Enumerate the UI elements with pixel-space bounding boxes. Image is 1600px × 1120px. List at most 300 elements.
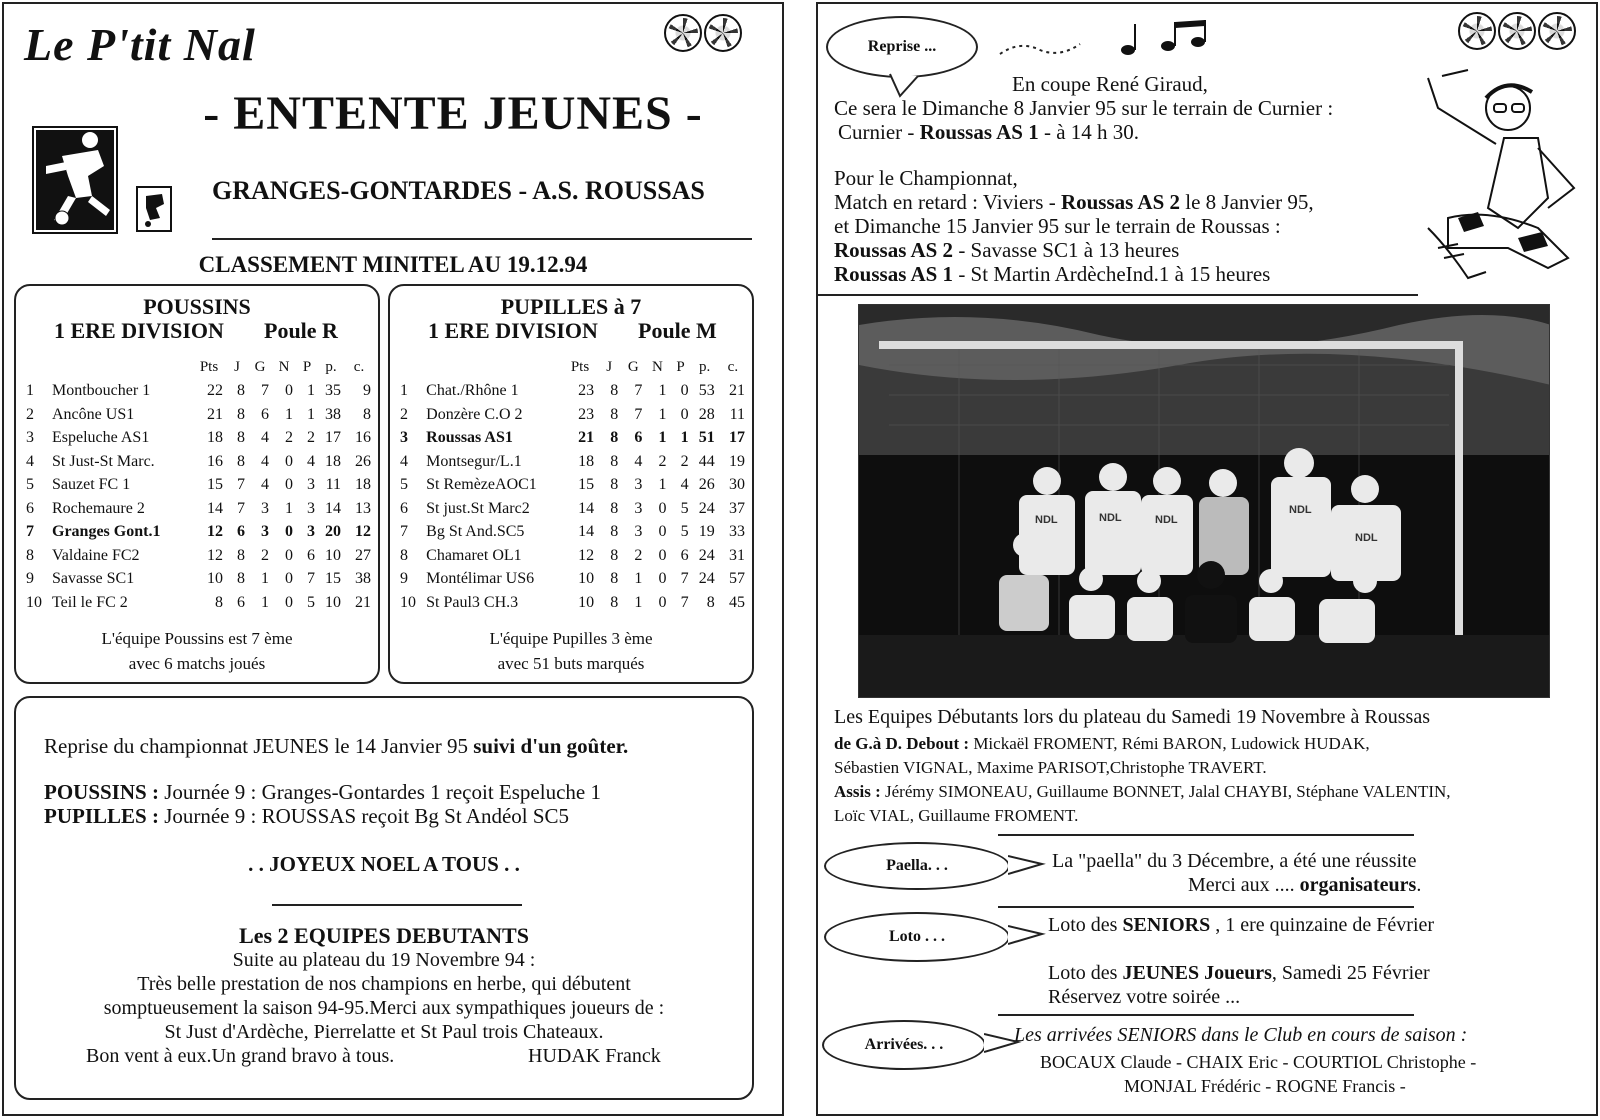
paella-line2-c: . <box>1416 874 1422 896</box>
stat-cell: 3 <box>307 499 315 517</box>
team-cell: Roussas AS1 <box>426 429 513 447</box>
loto-seniors-c: , 1 ere quinzaine de Février <box>1210 914 1435 936</box>
stat-cell: 8 <box>706 593 715 611</box>
stat-cell: 8 <box>237 405 245 423</box>
rank-cell: 2 <box>400 405 408 423</box>
debutants-title: Les 2 EQUIPES DEBUTANTS <box>239 923 529 948</box>
stat-cell: 35 <box>325 382 341 400</box>
stat-cell: 21 <box>355 593 371 611</box>
stat-cell: 2 <box>680 452 689 470</box>
pupilles-standings-box <box>388 284 754 684</box>
coupe-line3-a: Curnier - <box>838 120 920 144</box>
team-cell: Montélimar US6 <box>426 570 535 588</box>
stat-cell: 37 <box>729 499 745 517</box>
stat-cell: 3 <box>307 476 315 494</box>
stat-cell: 21 <box>207 405 223 423</box>
team-cell: Chat./Rhône 1 <box>426 382 519 400</box>
rank-cell: 7 <box>400 523 408 541</box>
arrivees-title: Les arrivées SENIORS dans le Club en cours de saison : <box>1014 1024 1468 1046</box>
debutants-line1: Suite au plateau du 19 Novembre 94 : <box>232 949 536 971</box>
col-header: G <box>254 359 266 376</box>
jersey-text: NDL <box>1035 514 1058 526</box>
stat-cell: 27 <box>355 546 371 564</box>
stat-cell: 1 <box>261 593 269 611</box>
photo-caption-line1: Les Equipes Débutants lors du plateau du Samedi 19 Novembre à Roussas <box>834 706 1430 728</box>
stat-cell: 22 <box>207 382 223 400</box>
champ-line5 <box>834 262 1270 287</box>
stat-cell: 1 <box>634 593 643 611</box>
stat-cell: 8 <box>237 546 245 564</box>
stat-cell: 12 <box>578 546 595 564</box>
stat-cell: 1 <box>658 476 667 494</box>
stat-cell: 0 <box>658 523 667 541</box>
stat-cell: 3 <box>307 523 315 541</box>
photo-caption-line2 <box>834 732 1370 756</box>
stat-cell: 18 <box>207 429 223 447</box>
col-header: J <box>234 359 240 376</box>
football-icon <box>704 14 742 52</box>
jersey-text: NDL <box>1155 514 1178 526</box>
loto-bubble <box>824 912 1010 962</box>
table-row <box>400 497 748 521</box>
stat-cell: 4 <box>261 476 269 494</box>
pupilles-division: 1 ERE DIVISION <box>428 318 598 343</box>
stat-cell: 18 <box>325 452 341 470</box>
stat-cell: 3 <box>634 499 643 517</box>
stat-cell: 10 <box>207 570 223 588</box>
stat-cell: 8 <box>610 382 619 400</box>
stat-cell: 0 <box>680 405 689 423</box>
team-cell: Montsegur/L.1 <box>426 452 522 470</box>
loto-jeunes-c: , Samedi 25 Février <box>1271 962 1430 984</box>
jersey-text: NDL <box>1355 532 1378 544</box>
stat-cell: 2 <box>634 546 643 564</box>
stat-cell: 8 <box>610 476 619 494</box>
football-icons <box>664 14 742 52</box>
stat-cell: 8 <box>237 429 245 447</box>
rank-cell: 9 <box>400 570 408 588</box>
left-page <box>2 2 784 1116</box>
stat-cell: 0 <box>658 593 667 611</box>
divider <box>998 1014 1414 1016</box>
paella-bubble-label: Paella. . . <box>886 857 948 874</box>
arrivees-bubble-label: Arrivées. . . <box>864 1036 944 1053</box>
paella-line2-bold: organisateurs <box>1299 874 1417 896</box>
rank-cell: 1 <box>400 382 408 400</box>
rank-cell: 5 <box>26 476 34 494</box>
football-icon <box>664 14 702 52</box>
team-cell: Valdaine FC2 <box>52 546 140 564</box>
newsletter-logo: Le P'tit Nal <box>24 19 256 70</box>
stat-cell: 38 <box>325 405 341 423</box>
rank-cell: 3 <box>400 429 408 447</box>
table-row <box>400 568 748 592</box>
stat-cell: 8 <box>610 570 619 588</box>
stat-cell: 6 <box>307 546 315 564</box>
stat-cell: 1 <box>658 429 667 447</box>
champ-line2 <box>834 190 1314 215</box>
poussins-note-line1: L'équipe Poussins est 7 ème <box>101 629 293 648</box>
reprise-text <box>44 734 628 758</box>
loto-jeunes <box>1048 962 1430 985</box>
stat-cell: 1 <box>634 570 643 588</box>
loto-reserve: Réservez votre soirée ... <box>1048 986 1241 1008</box>
stat-cell: 1 <box>307 382 315 400</box>
champ-line4 <box>834 238 1179 263</box>
champ-line1: Pour le Championnat, <box>834 166 1018 190</box>
pupilles-table <box>400 356 748 615</box>
col-header: J <box>606 359 613 376</box>
debutants-line5: Bon vent à eux.Un grand bravo à tous. <box>86 1045 395 1067</box>
photo-caption-line5: Loïc VIAL, Guillaume FROMENT. <box>834 806 1079 825</box>
team-photo <box>858 304 1550 698</box>
stat-cell: 8 <box>237 570 245 588</box>
table-header-row <box>400 356 748 380</box>
football-icons <box>1458 12 1576 50</box>
col-header: Pts <box>199 359 219 376</box>
stat-cell: 3 <box>634 523 643 541</box>
stat-cell: 1 <box>285 499 293 517</box>
stat-cell: 8 <box>363 405 371 423</box>
stat-cell: 57 <box>729 570 745 588</box>
table-row <box>26 521 374 545</box>
stat-cell: 24 <box>698 499 715 517</box>
team-cell: Sauzet FC 1 <box>52 476 131 494</box>
stat-cell: 2 <box>285 429 293 447</box>
table-row <box>26 591 374 615</box>
stat-cell: 0 <box>658 546 667 564</box>
divider <box>818 294 1418 296</box>
stat-cell: 0 <box>285 452 293 470</box>
col-header: P <box>302 359 312 376</box>
reprise-bubble-label: Reprise ... <box>867 38 937 55</box>
stat-cell: 7 <box>307 570 315 588</box>
divider <box>998 834 1414 836</box>
pupilles-poule: Poule M <box>638 318 717 343</box>
champ-line2-a: Match en retard : Viviers - <box>834 190 1061 214</box>
poussins-standings-box <box>14 284 380 684</box>
team-cell: St Just-St Marc. <box>52 452 155 470</box>
stat-cell: 20 <box>325 523 341 541</box>
loto-seniors <box>1048 914 1434 937</box>
reprise-text-main: Reprise du championnat JEUNES le 14 Janvier 95 <box>44 734 474 758</box>
stat-cell: 1 <box>285 405 293 423</box>
stat-cell: 1 <box>658 405 667 423</box>
music-notes-icon <box>998 18 1218 62</box>
stat-cell: 30 <box>729 476 745 494</box>
col-header: Pts <box>570 359 590 376</box>
stat-cell: 23 <box>578 382 595 400</box>
poussins-title: POUSSINS <box>143 294 251 319</box>
stat-cell: 16 <box>207 452 223 470</box>
poussins-table-body <box>26 380 374 615</box>
stat-cell: 10 <box>578 570 595 588</box>
coupe-line3-c: - à 14 h 30. <box>1038 120 1140 144</box>
loto-seniors-a: Loto des <box>1048 914 1123 936</box>
stat-cell: 3 <box>261 499 269 517</box>
champ-line4-team: Roussas AS 2 <box>834 238 954 262</box>
loto-jeunes-a: Loto des <box>1048 962 1123 984</box>
small-footballer-icon <box>136 186 172 232</box>
stat-cell: 7 <box>680 570 689 588</box>
stat-cell: 6 <box>634 429 643 447</box>
jersey-text: NDL <box>1099 512 1122 524</box>
pupilles-table-body <box>400 380 748 615</box>
stat-cell: 7 <box>237 499 245 517</box>
stat-cell: 33 <box>729 523 745 541</box>
stat-cell: 24 <box>698 570 715 588</box>
stat-cell: 14 <box>325 499 341 517</box>
reprise-bubble <box>826 16 978 78</box>
stat-cell: 28 <box>698 405 715 423</box>
rank-cell: 2 <box>26 405 34 423</box>
stat-cell: 4 <box>307 452 315 470</box>
poussins-note-line2: avec 6 matchs joués <box>128 654 266 673</box>
table-row <box>26 568 374 592</box>
coupe-line3-team: Roussas AS 1 <box>919 120 1039 144</box>
stat-cell: 11 <box>729 405 745 423</box>
stat-cell: 8 <box>610 546 619 564</box>
col-header: c. <box>727 359 739 376</box>
man-sketch-illustration <box>1398 68 1594 290</box>
arrivees-names-line2: MONJAL Frédéric - ROGNE Francis - <box>1124 1076 1406 1096</box>
caption-standing-label: de G.à D. Debout : <box>834 734 970 753</box>
right-page <box>816 2 1598 1116</box>
table-row <box>400 380 748 404</box>
stat-cell: 1 <box>658 382 667 400</box>
stat-cell: 0 <box>658 499 667 517</box>
bubble-tail <box>888 72 928 98</box>
stat-cell: 8 <box>237 452 245 470</box>
classement-heading: CLASSEMENT MINITEL AU 19.12.94 <box>198 252 588 277</box>
poussins-division: 1 ERE DIVISION <box>54 318 224 343</box>
poussins-table <box>26 356 374 615</box>
loto-jeunes-bold: JEUNES Joueurs <box>1122 962 1272 984</box>
stat-cell: 5 <box>680 523 689 541</box>
table-row <box>400 427 748 451</box>
stat-cell: 24 <box>698 546 715 564</box>
noel-greeting: . . JOYEUX NOEL A TOUS . . <box>248 852 520 876</box>
teams-heading: GRANGES-GONTARDES - A.S. ROUSSAS <box>212 176 705 205</box>
table-row <box>400 403 748 427</box>
stat-cell: 15 <box>207 476 223 494</box>
pupilles-note-line1: L'équipe Pupilles 3 ème <box>489 629 653 648</box>
stat-cell: 2 <box>307 429 315 447</box>
stat-cell: 14 <box>578 499 595 517</box>
stat-cell: 14 <box>578 523 595 541</box>
team-cell: Donzère C.O 2 <box>426 405 523 423</box>
stat-cell: 5 <box>307 593 315 611</box>
stat-cell: 31 <box>729 546 745 564</box>
stat-cell: 15 <box>325 570 341 588</box>
debutants-line4: St Just d'Ardèche, Pierrelatte et St Paul trois Chateaux. <box>164 1021 604 1043</box>
stat-cell: 7 <box>634 405 643 423</box>
team-cell: Savasse SC1 <box>52 570 135 588</box>
col-header: P <box>676 359 685 376</box>
stat-cell: 26 <box>355 452 371 470</box>
stat-cell: 13 <box>355 499 371 517</box>
coupe-line2: Ce sera le Dimanche 8 Janvier 95 sur le terrain de Curnier : <box>834 96 1334 120</box>
caption-seated-label: Assis : <box>834 782 881 801</box>
paella-line2 <box>1188 874 1421 897</box>
stat-cell: 18 <box>578 452 595 470</box>
stat-cell: 7 <box>634 382 643 400</box>
stat-cell: 8 <box>610 523 619 541</box>
stat-cell: 12 <box>207 523 223 541</box>
bubble-tail <box>1008 922 1048 948</box>
stat-cell: 8 <box>215 593 223 611</box>
champ-line5-team: Roussas AS 1 <box>834 262 954 286</box>
divider <box>998 906 1414 908</box>
caption-standing-names: Mickaël FROMENT, Rémi BARON, Ludowick HUDAK, <box>969 734 1370 753</box>
stat-cell: 21 <box>578 429 595 447</box>
stat-cell: 3 <box>261 523 269 541</box>
col-header: N <box>652 359 663 376</box>
stat-cell: 17 <box>325 429 341 447</box>
stat-cell: 11 <box>325 476 341 494</box>
divider <box>272 904 522 906</box>
stat-cell: 0 <box>285 382 293 400</box>
team-cell: Teil le FC 2 <box>52 593 128 611</box>
stat-cell: 1 <box>307 405 315 423</box>
stat-cell: 18 <box>355 476 371 494</box>
poussins-fixture-text: Journée 9 : Granges-Gontardes 1 reçoit Espeluche 1 <box>158 780 601 804</box>
stat-cell: 14 <box>207 499 223 517</box>
stat-cell: 8 <box>610 593 619 611</box>
team-cell: Chamaret OL1 <box>426 546 522 564</box>
stat-cell: 0 <box>285 570 293 588</box>
debutants-line2: Très belle prestation de nos champions en herbe, qui débutent <box>137 973 631 995</box>
stat-cell: 9 <box>363 382 371 400</box>
col-header: c. <box>353 359 365 376</box>
stat-cell: 15 <box>578 476 595 494</box>
table-row <box>400 544 748 568</box>
pupilles-title: PUPILLES à 7 <box>500 294 642 319</box>
divider <box>212 238 752 240</box>
pupilles-note-line2: avec 51 buts marqués <box>497 654 645 673</box>
team-cell: Montboucher 1 <box>52 382 151 400</box>
champ-line2-c: le 8 Janvier 95, <box>1180 190 1314 214</box>
stat-cell: 21 <box>729 382 745 400</box>
stat-cell: 0 <box>285 523 293 541</box>
stat-cell: 4 <box>261 452 269 470</box>
reprise-box <box>14 696 754 1100</box>
pupilles-fixture-label: PUPILLES : <box>44 804 159 828</box>
stat-cell: 8 <box>610 452 619 470</box>
stat-cell: 53 <box>698 382 715 400</box>
poussins-fixture <box>44 780 601 804</box>
stat-cell: 12 <box>355 523 371 541</box>
table-row <box>26 474 374 498</box>
stat-cell: 6 <box>237 593 245 611</box>
stat-cell: 23 <box>578 405 595 423</box>
stat-cell: 7 <box>237 476 245 494</box>
rank-cell: 10 <box>26 593 42 611</box>
reprise-text-bold: suivi d'un goûter. <box>473 734 629 758</box>
table-row <box>26 450 374 474</box>
paella-bubble <box>824 842 1010 890</box>
loto-bubble-label: Loto . . . <box>889 928 945 945</box>
arrivees-bubble <box>822 1020 986 1070</box>
team-cell: Bg St And.SC5 <box>426 523 525 541</box>
rank-cell: 6 <box>26 499 34 517</box>
caption-seated-names: Jérémy SIMONEAU, Guillaume BONNET, Jalal CHAYBI, Stéphane VALENTIN, <box>880 782 1451 801</box>
rank-cell: 8 <box>26 546 34 564</box>
stat-cell: 5 <box>680 499 689 517</box>
bubble-tail <box>1008 852 1048 878</box>
stat-cell: 6 <box>237 523 245 541</box>
stat-cell: 19 <box>729 452 745 470</box>
stat-cell: 10 <box>325 593 341 611</box>
stat-cell: 10 <box>325 546 341 564</box>
champ-line2-team: Roussas AS 2 <box>1060 190 1181 214</box>
stat-cell: 1 <box>680 429 689 447</box>
stat-cell: 4 <box>261 429 269 447</box>
stat-cell: 7 <box>680 593 689 611</box>
paella-line2-a: Merci aux .... <box>1188 874 1300 896</box>
stat-cell: 0 <box>285 476 293 494</box>
coupe-line1: En coupe René Giraud, <box>1012 72 1208 96</box>
coupe-line3 <box>838 120 1139 145</box>
rank-cell: 10 <box>400 593 416 611</box>
stat-cell: 8 <box>237 382 245 400</box>
stat-cell: 6 <box>261 405 269 423</box>
stat-cell: 6 <box>680 546 689 564</box>
rank-cell: 3 <box>26 429 34 447</box>
team-cell: Espeluche AS1 <box>52 429 150 447</box>
stat-cell: 17 <box>729 429 745 447</box>
stat-cell: 4 <box>634 452 643 470</box>
table-row <box>400 450 748 474</box>
football-icon <box>1538 12 1576 50</box>
stat-cell: 8 <box>610 429 619 447</box>
rank-cell: 8 <box>400 546 408 564</box>
table-row <box>26 497 374 521</box>
table-row <box>400 474 748 498</box>
table-header-row <box>26 356 374 380</box>
col-header: p. <box>325 359 337 376</box>
footballer-illustration <box>32 126 118 234</box>
photo-caption-line3: Sébastien VIGNAL, Maxime PARISOT,Christophe TRAVERT. <box>834 758 1267 777</box>
col-header: G <box>627 359 639 376</box>
rank-cell: 4 <box>26 452 34 470</box>
table-row <box>26 427 374 451</box>
arrivees-names-line1: BOCAUX Claude - CHAIX Eric - COURTIOL Christophe - <box>1040 1052 1477 1072</box>
photo-caption-line4 <box>834 780 1451 804</box>
stat-cell: 10 <box>578 593 595 611</box>
rank-cell: 7 <box>26 523 34 541</box>
poussins-poule: Poule R <box>264 318 338 343</box>
pupilles-fixture-text: Journée 9 : ROUSSAS reçoit Bg St Andéol SC5 <box>158 804 570 828</box>
stat-cell: 26 <box>698 476 715 494</box>
page-title: - ENTENTE JEUNES - <box>203 87 703 140</box>
stat-cell: 19 <box>698 523 715 541</box>
table-row <box>26 403 374 427</box>
table-row <box>26 380 374 404</box>
stat-cell: 16 <box>355 429 371 447</box>
stat-cell: 8 <box>610 405 619 423</box>
stat-cell: 0 <box>285 546 293 564</box>
rank-cell: 6 <box>400 499 408 517</box>
stat-cell: 0 <box>658 570 667 588</box>
stat-cell: 0 <box>285 593 293 611</box>
stat-cell: 51 <box>698 429 715 447</box>
col-header: N <box>278 359 290 376</box>
col-header: p. <box>699 359 711 376</box>
team-cell: St just.St Marc2 <box>426 499 530 517</box>
stat-cell: 38 <box>355 570 371 588</box>
table-row <box>400 521 748 545</box>
